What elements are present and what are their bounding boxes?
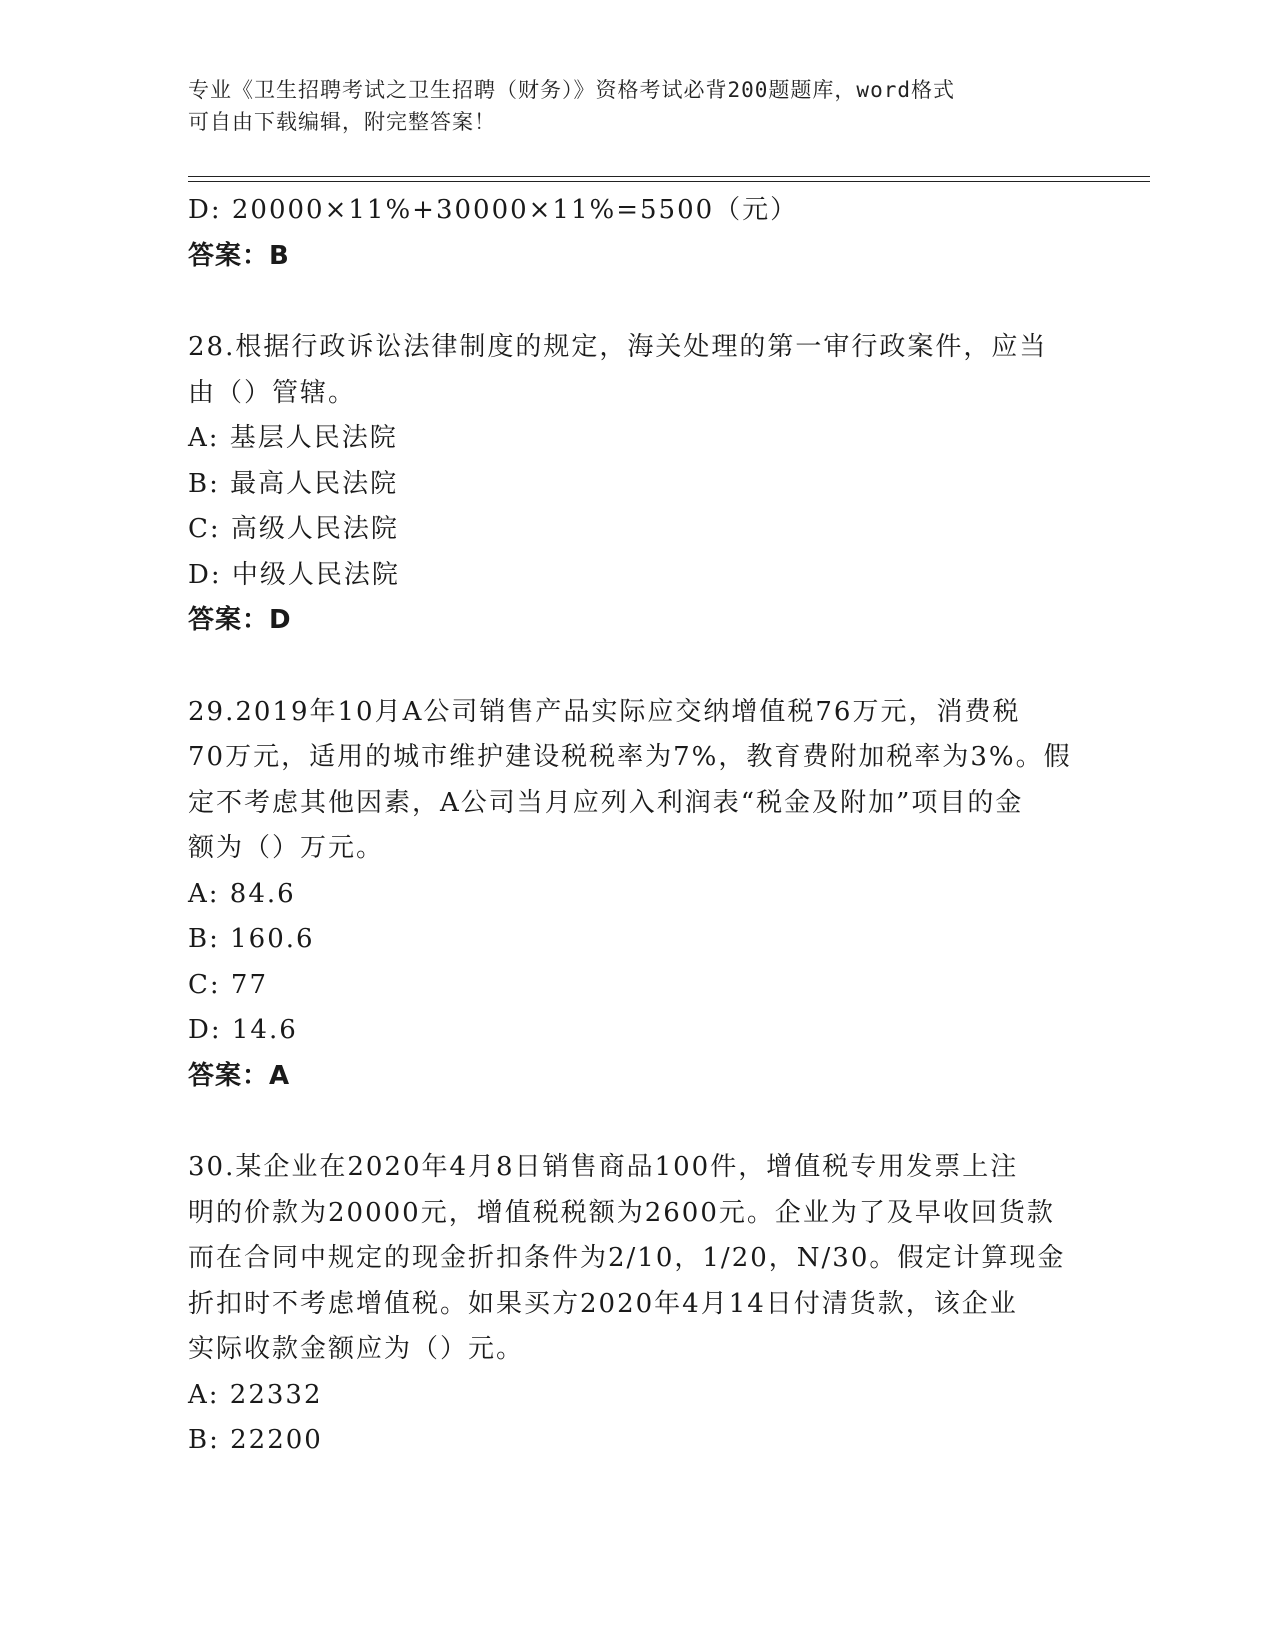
header-line-1: 专业《卫生招聘考试之卫生招聘（财务）》资格考试必背200题题库，word格式	[188, 78, 955, 102]
q29-stem-line: 定不考虑其他因素，A公司当月应列入利润表“税金及附加”项目的金	[188, 787, 1024, 818]
header-rule-bottom	[188, 181, 1150, 182]
question-content	[188, 188, 1088, 1464]
header-rule-top	[188, 176, 1150, 177]
q30-stem-line: 实际收款金额应为（）元。	[188, 1334, 525, 1364]
spacer	[188, 1099, 1088, 1145]
q29-answer: 答案：A	[188, 1060, 291, 1091]
q29-option-b: B: 160.6	[188, 924, 315, 954]
q29-stem-line: 额为（）万元。	[188, 833, 385, 863]
question-29	[188, 690, 1088, 1100]
q30-option-b: B: 22200	[188, 1425, 323, 1455]
q28-answer: 答案：D	[188, 605, 292, 635]
q30-stem-line: 而在合同中规定的现金折扣条件为2/10，1/20，N/30。假定计算现金	[188, 1243, 1066, 1273]
q29-stem-line: 29.2019年10月A公司销售产品实际应交纳增值税76万元，消费税	[188, 696, 1021, 727]
q30-stem-line: 折扣时不考虑增值税。如果买方2020年4月14日付清货款，该企业	[188, 1288, 1018, 1319]
q28-stem-line: 28.根据行政诉讼法律制度的规定，海关处理的第一审行政案件，应当	[188, 332, 1048, 362]
q29-option-d: D: 14.6	[188, 1015, 298, 1045]
q30-stem-line: 明的价款为20000元，增值税税额为2600元。企业为了及早收回货款	[188, 1197, 1055, 1228]
q28-option-b: B: 最高人民法院	[188, 468, 399, 499]
question-30	[188, 1145, 1088, 1464]
q29-option-a: A: 84.6	[188, 878, 296, 909]
q28-option-a: A: 基层人民法院	[188, 423, 398, 453]
q28-option-d: D: 中级人民法院	[188, 559, 400, 590]
spacer	[188, 279, 1088, 325]
spacer	[188, 644, 1088, 690]
q28-stem-line: 由（）管辖。	[188, 377, 357, 408]
q30-stem-line: 30.某企业在2020年4月8日销售商品100件，增值税专用发票上注	[188, 1152, 1019, 1182]
q28-option-c: C: 高级人民法院	[188, 514, 399, 544]
q29-option-c: C: 77	[188, 969, 269, 1000]
prev-option-d: D: 20000×11%+30000×11%=5500（元）	[188, 195, 799, 225]
q29-stem-line: 70万元，适用的城市维护建设税税率为7%，教育费附加税率为3%。假	[188, 742, 1072, 772]
document-header	[188, 74, 1068, 138]
q30-option-a: A: 22332	[188, 1379, 323, 1410]
header-line-2: 可自由下载编辑，附完整答案！	[188, 110, 496, 134]
prev-answer: 答案：B	[188, 240, 290, 271]
question-28	[188, 325, 1088, 644]
